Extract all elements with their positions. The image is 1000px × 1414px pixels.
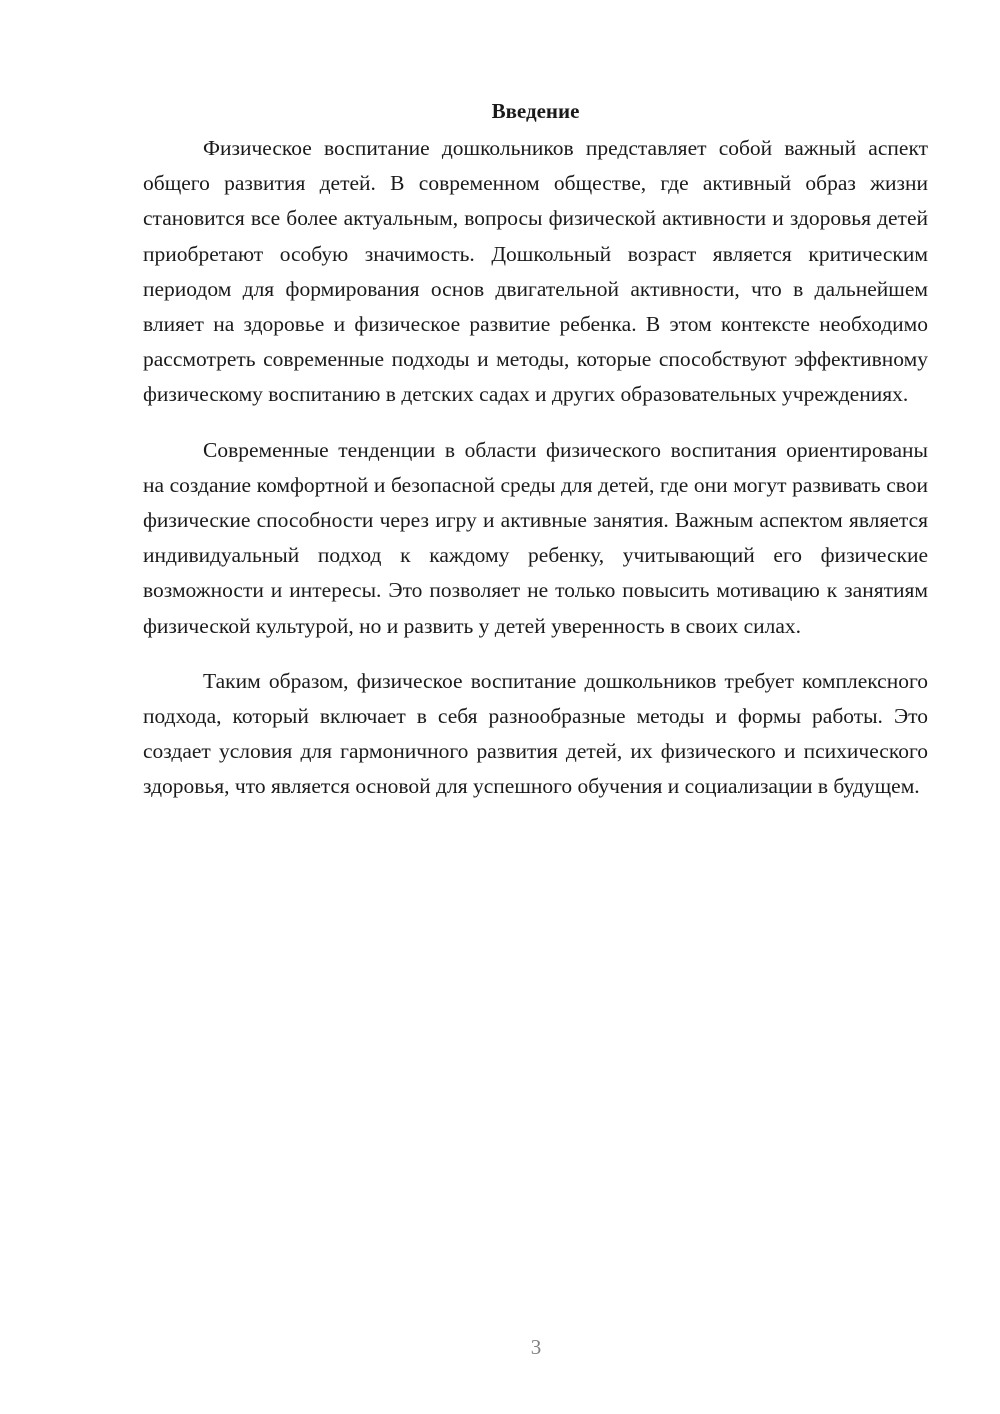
page-content [143, 95, 928, 825]
page-number: 3 [530, 1335, 542, 1359]
paragraph-3: Таким образом, физическое воспитание дошкольников требует комплексного подхода, который включает в себя разнообразные методы и формы работы. Это создает условия для гармоничного развития детей, их физического и психического здоровья, что является основой для успешного обучения и социализации в будущем. [143, 668, 928, 799]
section-heading: Введение [491, 99, 580, 123]
paragraph-1: Физическое воспитание дошкольников представляет собой важный аспект общего развития детей. В современном обществе, где активный образ жизни становится все более актуальным, вопросы физической активности и здоровья детей приобретают особую значимость. Дошкольный возраст является критическим периодом для формирования основ двигательной активности, что в дальнейшем влияет на здоровье и физическое развитие ребенка. В этом контексте необходимо рассмотреть современные подходы и методы, которые способствуют эффективному физическому воспитанию в детских садах и других образовательных учреждениях. [143, 136, 928, 407]
paragraph-2: Современные тенденции в области физического воспитания ориентированы на создание комфортной и безопасной среды для детей, где они могут развивать свои физические способности через игру и активные занятия. Важным аспектом является индивидуальный подход к каждому ребенку, учитывающий его физические возможности и интересы. Это позволяет не только повысить мотивацию к занятиям физической культурой, но и развить у детей уверенность в своих силах. [143, 437, 928, 638]
